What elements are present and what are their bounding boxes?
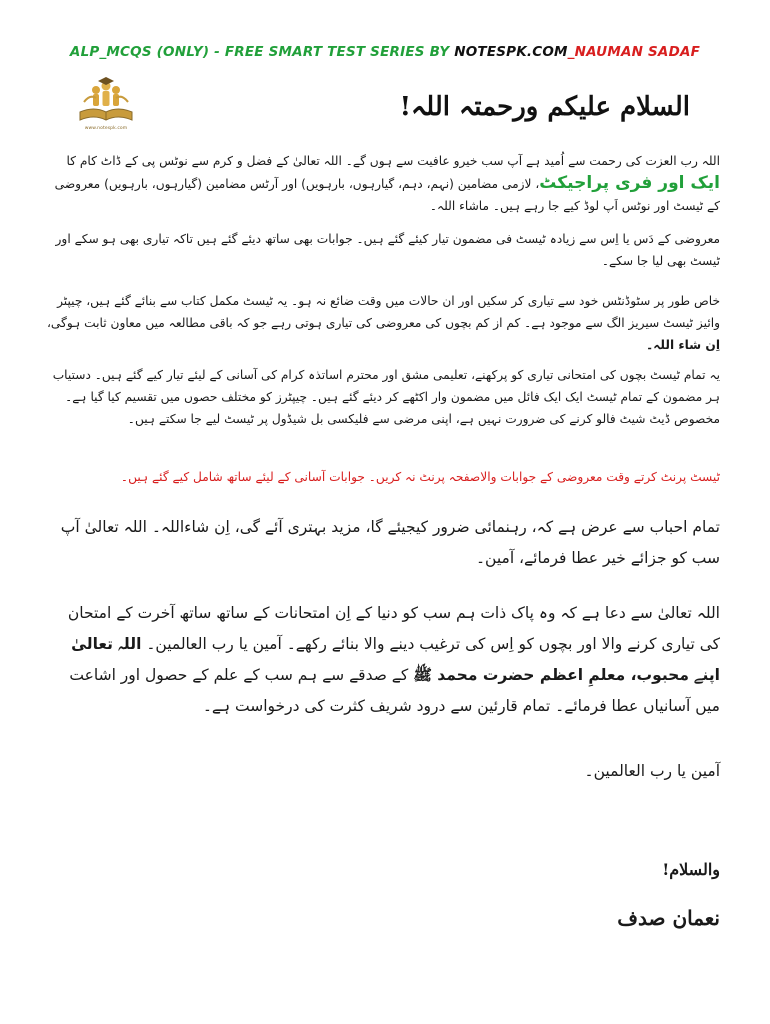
intro-text-a: اللہ رب العزت کی رحمت سے اُمید ہے آپ سب خیرو عافیت سے ہوں گے۔ اللہ تعالیٰ کے فضل و کرم سے نوٹس پی کے ڈاٹ کام کا (66, 154, 720, 168)
paragraph-students-preparation (46, 290, 720, 356)
prayer-text-a: اللہ تعالیٰ سے دعا ہے کہ وہ پاک ذات ہم سب کو دنیا کے اِن امتحانات کے ساتھ ساتھ آخرت کے امتحان کی تیاری کرنے والا اور بچوں کو اِس کی ترغیب دینے والا بنائے رکھے۔ آمین یا رب العالمین۔ (67, 604, 720, 653)
closing-wassalam: والسلام! (662, 860, 720, 879)
header-part-series: FREE SMART TEST SERIES BY (224, 44, 455, 60)
logo-caption: www.notespk.com (84, 126, 128, 131)
paragraph-tests-count: معروضی کے دَس یا اِس سے زیادہ ٹیسٹ فی مضمون تیار کیئے گئے ہیں۔ جوابات بھی ساتھ دیئے گئے ہیں تاکہ تیاری بھی ہو سکے اور ٹیسٹ بھی لیا جا سکے۔ (55, 232, 720, 268)
book-graduate-logo-icon (74, 72, 138, 130)
intro-highlight-project: ایک اور فری پراجیکٹ (539, 173, 720, 193)
inshallah-text: اِن شاء اللہ۔ (646, 338, 720, 352)
paragraph-intro (46, 150, 720, 217)
header-part-site: NOTESPK.COM (454, 44, 568, 60)
header-part-alp: ALP_MCQS (ONLY) - (69, 44, 225, 60)
intro-text-b: ، لازمی مضامین (نہم، دہم، گیارہوں، بارہویں) اور آرٹس مضامین (گیارہوں، بارہویں) معروضی کے ٹیسٹ اور نوٹس اَپ لوڈ کیے جا رہے ہیں۔ ماشاء اللہ۔ (54, 177, 720, 213)
prayer-bold-text: اللہ تعالیٰ اپنے محبوب، معلمِ اعظم حضرت محمد ﷺ (71, 635, 720, 684)
header-part-author: _NAUMAN SADAF (567, 44, 701, 60)
prayer-text-b: کے صدقے سے ہم سب کے علم کے حصول اور اشاعت میں آسانیاں عطا فرمائے۔ تمام قارئین سے درود شریف کثرت کی درخواست ہے۔ (69, 666, 720, 715)
paragraph-request-guidance: تمام احباب سے عرض ہے کہ، رہنمائی ضرور کیجیئے گا، مزید بہتری آئے گی، اِن شاءاللہ۔ اللہ تعالیٰ آپ سب کو جزائے خیر عطا فرمائے، آمین۔ (60, 518, 720, 567)
header-title (0, 44, 770, 60)
author-signature: نعمان صدف (617, 906, 720, 930)
salutation-heading: السلام علیکم ورحمتہ اللہ! (399, 92, 690, 122)
preparation-text: خاص طور پر سٹوڈنٹس خود سے تیاری کر سکیں اور ان حالات میں وقت ضائع نہ ہو۔ یہ ٹیسٹ مکمل کتاب سے بنائے گئے ہیں، چیپٹر وائیز ٹیسٹ سیریز الگ سے موجود ہے۔ کم از کم بچوں کی معروضی کی تیاری ہوتی رہے جو کہ باقی مطالعہ میں معاون ثابت ہوگی، (46, 294, 720, 330)
paragraph-ameen: آمین یا رب العالمین۔ (584, 762, 720, 780)
paragraph-prayer (46, 598, 720, 722)
paragraph-tests-info: یہ تمام ٹیسٹ بچوں کی امتحانی تیاری کو پرکھنے، تعلیمی مشق اور محترم اساتذہ کرام کی آسانی کے لیئے تیار کیے گئے ہیں۔ دستیاب ہر مضمون کے تمام ٹیسٹ ایک ایک فائل میں مضمون وار اکٹھے کر دیئے گئے ہیں۔ چیپٹرز کو مختلف حصوں میں تقسیم کیا گیا ہے۔ مخصوص ڈیٹ شیٹ فالو کرنے کی ضرورت نہیں ہے، اپنی مرضی سے فلیکسی بل شیڈول پر ٹیسٹ لیے جا سکتے ہیں۔ (52, 368, 720, 426)
paragraph-print-warning: ٹیسٹ پرنٹ کرتے وقت معروضی کے جوابات والاصفحہ پرنٹ نہ کریں۔ جوابات آسانی کے لیئے ساتھ شامل کیے گئے ہیں۔ (120, 470, 720, 484)
